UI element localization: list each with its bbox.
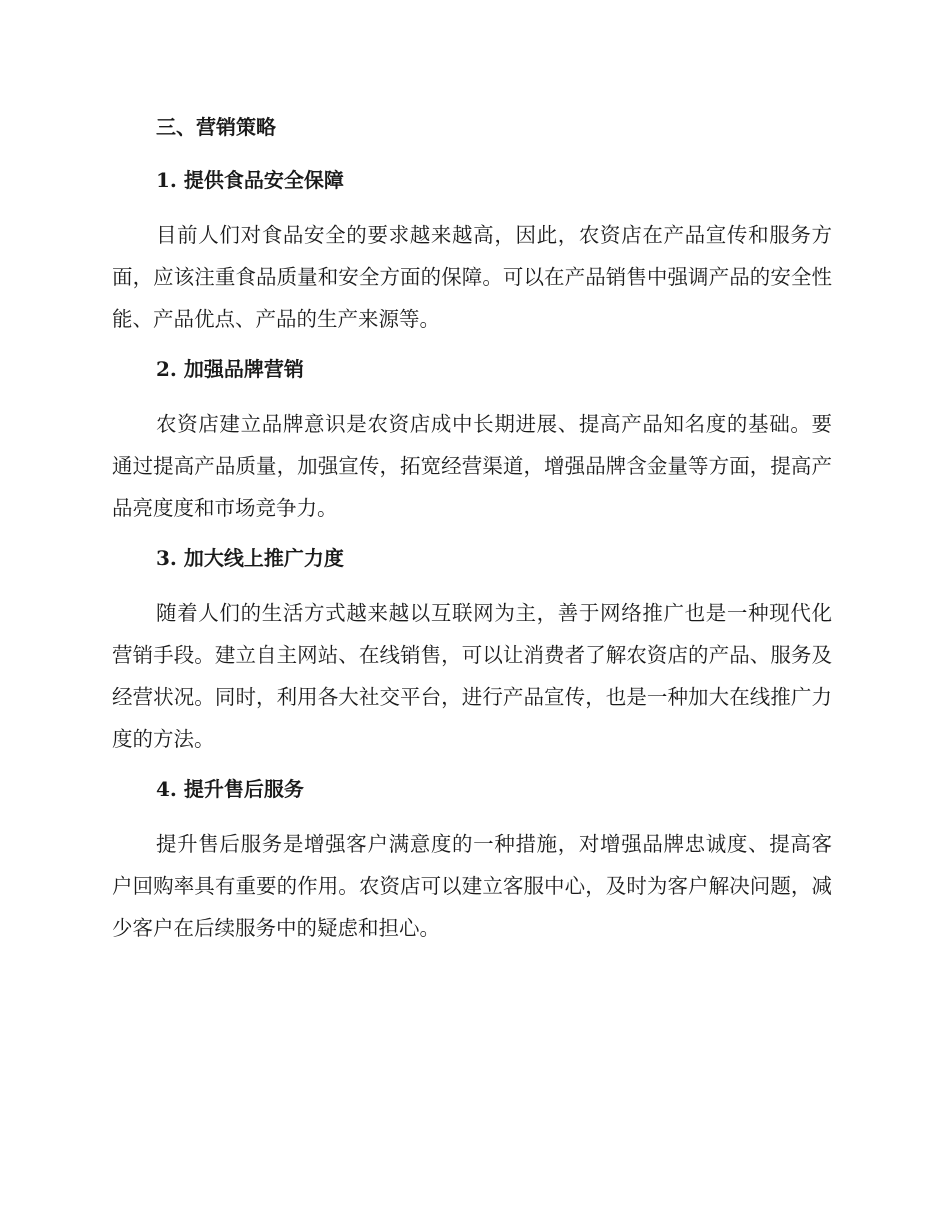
subsection-heading-2: 2. 加强品牌营销 [156,357,304,381]
subsection-paragraph-4: 提升售后服务是增强客户满意度的一种措施，对增强品牌忠诚度、提高客户回购率具有重要的作用。农资店可以建立客服中心，及时为客户解决问题，减少客户在后续服务中的疑虑和担心。 [112,832,832,940]
subsection-heading-1: 1. 提供食品安全保障 [156,168,344,192]
document-content [112,108,832,959]
subsection-paragraph-2: 农资店建立品牌意识是农资店成中长期进展、提高产品知名度的基础。要通过提高产品质量，加强宣传，拓宽经营渠道，增强品牌含金量等方面，提高产品亮度度和市场竞争力。 [112,412,832,520]
subsection-paragraph-1: 目前人们对食品安全的要求越来越高，因此，农资店在产品宣传和服务方面，应该注重食品质量和安全方面的保障。可以在产品销售中强调产品的安全性能、产品优点、产品的生产来源等。 [112,223,832,331]
subsection-heading-4: 4. 提升售后服务 [156,777,304,801]
subsection-paragraph-3: 随着人们的生活方式越来越以互联网为主，善于网络推广也是一种现代化营销手段。建立自主网站、在线销售，可以让消费者了解农资店的产品、服务及经营状况。同时，利用各大社交平台，进行产品宣传，也是一种加大在线推广力度的方法。 [112,601,832,751]
subsection-heading-3: 3. 加大线上推广力度 [156,546,344,570]
section-title: 三、营销策略 [156,115,276,139]
